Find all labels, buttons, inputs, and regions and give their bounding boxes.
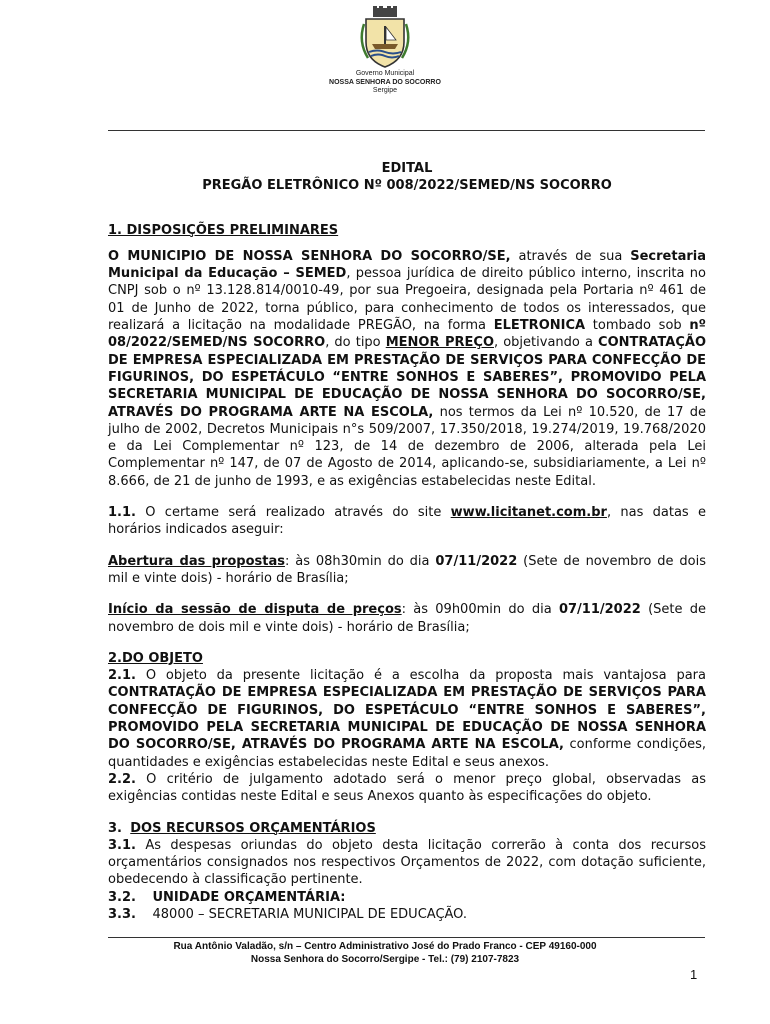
clause-1-1: 1.1. O certame será realizado através do site www.licitanet.com.br, nas datas e horários indicados aseguir: (108, 505, 707, 538)
footer-contact: Nossa Senhora do Socorro/Sergipe - Tel.: (79) 2107-7823 (250, 953, 520, 965)
section-1-heading: 1. DISPOSIÇÕES PRELIMINARES (108, 222, 339, 238)
clause-2-2: 2.2. O critério de julgamento adotado será o menor preço global, observadas as exigências contidas neste Edital e seus Anexos quanto às especificações do objeto. (108, 771, 706, 805)
document-body (108, 160, 706, 923)
clause-3-3: 3.3. 48000 – SECRETARIA MUNICIPAL DE EDUCAÇÃO. (108, 906, 468, 922)
footer-address: Rua Antônio Valadão, s/n – Centro Administrativo José do Prado Franco - CEP 49160-000 (173, 941, 597, 952)
clause-2-1: 2.1. O objeto da presente licitação é a escolha da proposta mais vantajosa para CONTRATAÇÃO DE EMPRESA ESPECIALIZADA EM PRESTAÇÃO DE SERVIÇOS PARA CONFECÇÃO DE FIGURINOS, DO ESPETÁCULO “ENTRE SONHOS E SABERES”, PROMOVIDO PELA SECRETARIA MUNICIPAL DE EDUCAÇÃO DE NOSSA SENHORA DO SOCORRO/SE, ATRAVÉS DO PROGRAMA ARTE NA ESCOLA, conforme condições, quantidades e exigências estabelecidas neste Edital e seus anexos. (108, 668, 706, 770)
municipal-coat-of-arms-icon (354, 6, 416, 68)
footer-divider (108, 937, 705, 938)
section-1-paragraph: O MUNICIPIO DE NOSSA SENHORA DO SOCORRO/SE, através de sua Secretaria Municipal da Educação – SEMED, pessoa jurídica de direito público interno, inscrita no CNPJ sob o nº 13.128.814/0010-49, por sua Pregoeira, designada pela Portaria nº 461 de 01 de Junho de 2022, torna público, para conhecimento de todos os interessados, que realizará a licitação na modalidade PREGÃO, na forma ELETRONICA tombado sob nº 08/2022/SEMED/NS SOCORRO, do tipo MENOR PREÇO, objetivando a CONTRATAÇÃO DE EMPRESA ESPECIALIZADA EM PRESTAÇÃO DE SERVIÇOS PARA CONFECÇÃO DE FIGURINOS, DO ESPETÁCULO “ENTRE SONHOS E SABERES”, PROMOVIDO PELA SECRETARIA MUNICIPAL DE EDUCAÇÃO DE NOSSA SENHORA DO SOCORRO/SE, ATRAVÉS DO PROGRAMA ARTE NA ESCOLA, nos termos da Lei nº 10.520, de 17 de julho de 2002, Decretos Municipais n°s 509/2007, 17.350/2018, 19.274/2019, 19.768/2020 e da Lei Complementar nº 123, de 14 de dezembro de 2006, alterada pela Lei Complementar nº 147, de 07 de Agosto de 2014, aplicando-se, subsidiariamente, a Lei nº 8.666, de 21 de junho de 1993, e as exigências estabelecidas neste Edital. (108, 248, 707, 489)
clause-3-2: 3.2. UNIDADE ORÇAMENTÁRIA: (108, 889, 346, 905)
gov-line-1: Governo Municipal (355, 70, 415, 77)
section-3-heading: 3. DOS RECURSOS ORÇAMENTÁRIOS (108, 820, 376, 836)
pregao-title: PREGÃO ELETRÔNICO Nº 008/2022/SEMED/NS SOCORRO (202, 178, 612, 194)
licitanet-link[interactable]: www.licitanet.com.br (450, 505, 607, 521)
gov-line-3: Sergipe (372, 87, 398, 94)
inicio-sessao-disputa: Início da sessão de disputa de preços: às 09h00min do dia 07/11/2022 (Sete de novembro de dois mil e vinte dois) - horário de Brasília; (108, 602, 707, 635)
page-number: 1 (690, 967, 698, 982)
abertura-propostas: Abertura das propostas: às 08h30min do dia 07/11/2022 (Sete de novembro de dois mil e vinte dois) - horário de Brasília; (108, 553, 706, 586)
edital-title: EDITAL (381, 161, 433, 176)
letterhead (0, 6, 770, 96)
page-footer (0, 941, 770, 966)
clause-3-1: 3.1. As despesas oriundas do objeto desta licitação correrão à conta dos recursos orçamentários consignados nos respectivos Orçamentos de 2022, com dotação suficiente, obedecendo à classificação pertinente. (108, 837, 706, 888)
section-2-heading: 2.DO OBJETO (108, 650, 203, 666)
header-divider (108, 130, 705, 131)
gov-line-2: NOSSA SENHORA DO SOCORRO (329, 78, 441, 86)
